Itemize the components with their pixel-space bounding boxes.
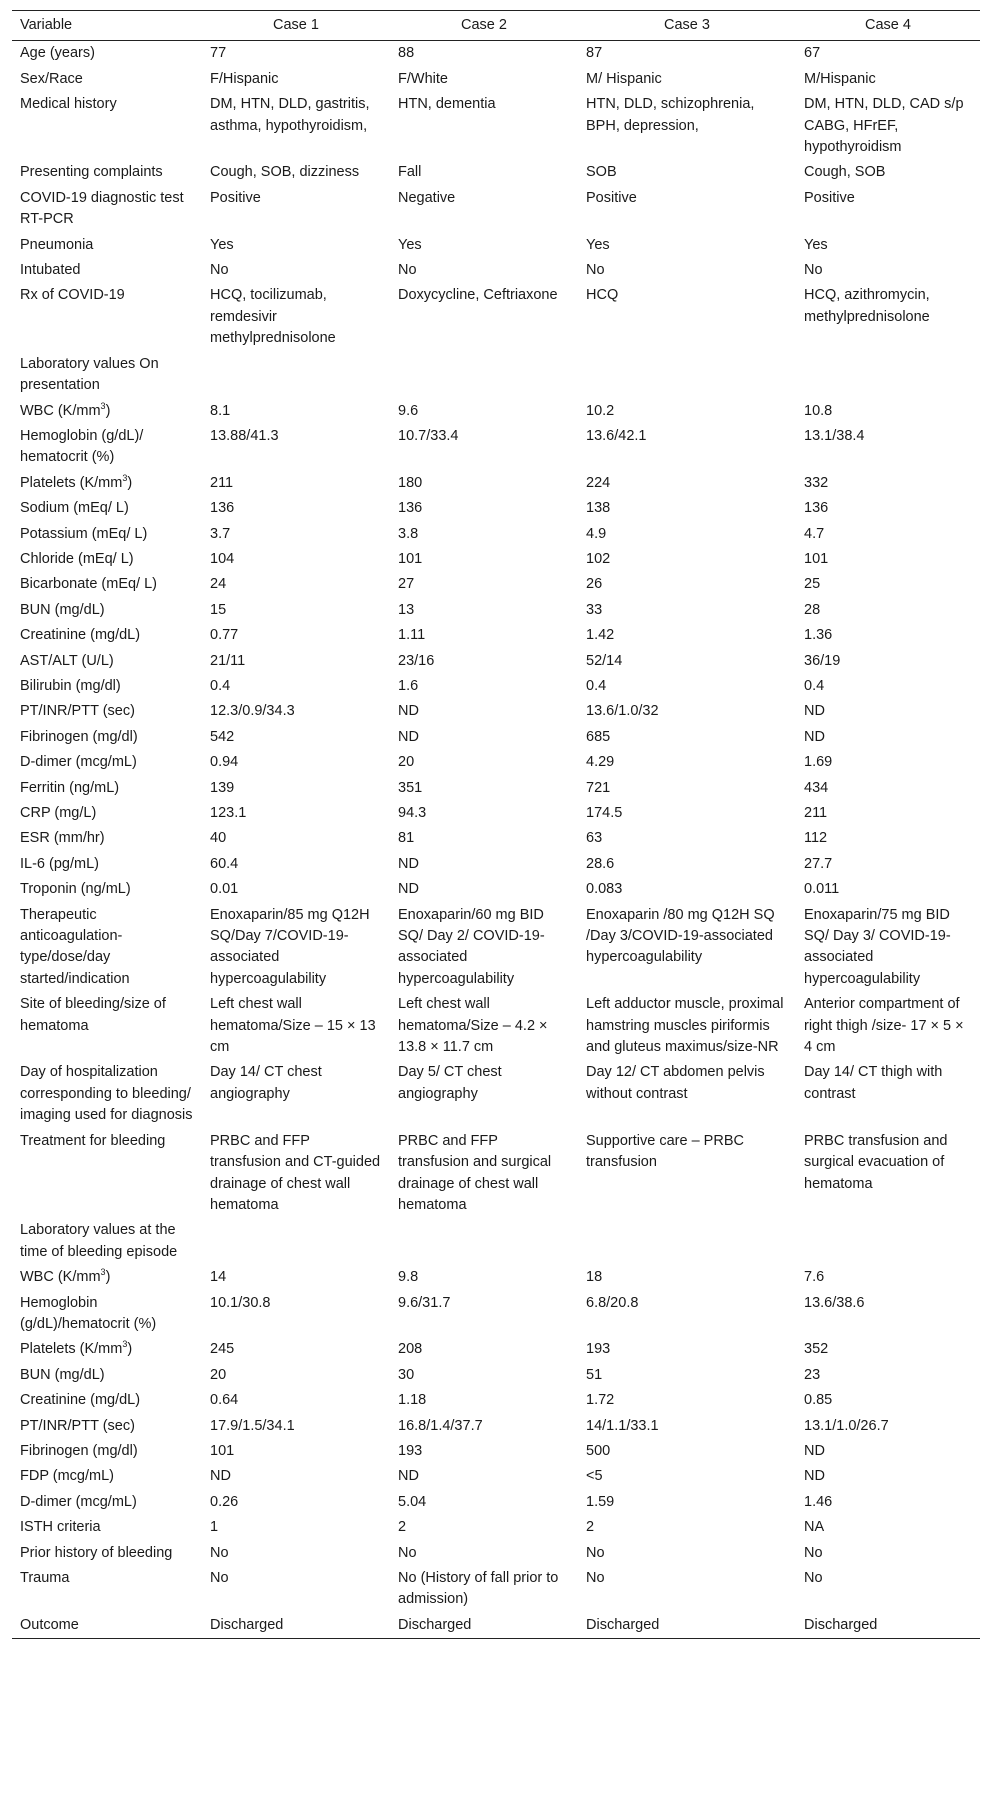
- case-3-cell: 1.42: [586, 627, 615, 644]
- variable-cell: D-dimer (mcg/mL): [20, 1493, 137, 1510]
- case-3-cell: 0.083: [586, 881, 623, 898]
- variable-cell: Fibrinogen (mg/dl): [20, 1442, 138, 1459]
- case-3-cell: SOB: [586, 164, 617, 181]
- table-row: [12, 1388, 980, 1413]
- variable-cell: Trauma: [20, 1570, 70, 1586]
- case-1-cell: Discharged: [202, 1613, 390, 1639]
- table-row: [12, 903, 980, 993]
- case-3-cell: 18: [586, 1269, 603, 1286]
- case-3-cell: Discharged: [578, 1613, 796, 1639]
- case-2-cell: No: [398, 1544, 417, 1561]
- case-4-cell: HCQ, azithromycin, methylprednisolone: [804, 287, 930, 325]
- case-1-cell: 77: [210, 45, 227, 62]
- table-row: [12, 1337, 980, 1362]
- case-4-cell: 352: [804, 1341, 829, 1358]
- variable-cell: Creatinine (mg/dL): [20, 627, 141, 644]
- case-2-cell: 2: [398, 1519, 407, 1536]
- table-row: [12, 1439, 980, 1464]
- table-row: [12, 1129, 980, 1219]
- case-4-cell: 36/19: [804, 652, 841, 669]
- case-1-cell: 13.88/41.3: [210, 427, 279, 444]
- case-2-cell: 1.6: [398, 677, 419, 694]
- variable-cell: Bicarbonate (mEq/ L): [20, 576, 158, 593]
- case-3-cell: Positive: [586, 189, 637, 206]
- case-2-cell: 5.04: [398, 1493, 427, 1510]
- case-3-cell: Yes: [586, 236, 610, 253]
- case-2-cell: [390, 352, 578, 399]
- header-variable: Variable: [12, 11, 202, 41]
- table-row: [12, 186, 980, 233]
- table-row: [12, 471, 980, 496]
- case-4-cell: 332: [804, 474, 829, 491]
- case-3-cell: 174.5: [586, 805, 623, 821]
- case-3-cell: 33: [586, 601, 603, 618]
- variable-cell: Medical history: [20, 96, 117, 113]
- case-4-cell: 112: [804, 830, 828, 847]
- variable-cell: Fibrinogen (mg/dl): [20, 728, 138, 745]
- case-1-cell: 0.94: [210, 754, 239, 771]
- variable-cell: Platelets $(K/mm^3)$: [20, 472, 133, 491]
- case-3-cell: 6.8/20.8: [586, 1294, 639, 1311]
- table-row: [12, 776, 980, 801]
- variable-cell: CRP (mg/L): [20, 805, 97, 821]
- case-4-cell: Day 14/ CT thigh with contrast: [804, 1064, 943, 1102]
- table-header: [12, 11, 980, 41]
- case-1-cell: 123.1: [210, 805, 247, 821]
- case-2-cell: Left chest wall hematoma/Size – 4.2 × 13.8 × 11.7 cm: [398, 996, 548, 1056]
- table-row: [12, 1566, 980, 1613]
- case-4-cell: ND: [804, 703, 825, 720]
- case-3-cell: 63: [586, 830, 603, 847]
- case-4-cell: 211: [804, 805, 828, 821]
- table-row: [12, 1414, 980, 1439]
- case-4-cell: 25: [804, 576, 821, 593]
- table-row: [12, 572, 980, 597]
- case-1-cell: Day 14/ CT chest angiography: [210, 1064, 322, 1102]
- case-1-cell: 21/11: [210, 652, 246, 669]
- header-case-1: Case 1: [202, 11, 390, 41]
- case-4-cell: Yes: [804, 236, 828, 253]
- variable-cell: Laboratory values On presentation: [20, 355, 159, 394]
- case-4-cell: No: [804, 1570, 823, 1586]
- variable-cell: Bilirubin (mg/dl): [20, 677, 121, 694]
- case-3-cell: 87: [586, 45, 603, 62]
- header-case-4: Case 4: [796, 11, 980, 41]
- case-1-cell: 1: [210, 1519, 219, 1536]
- case-4-cell: Discharged: [796, 1613, 980, 1639]
- case-2-cell: 208: [398, 1341, 423, 1358]
- case-3-cell: 13.6/42.1: [586, 427, 647, 444]
- table-row: [12, 1363, 980, 1388]
- case-4-cell: [796, 1218, 980, 1265]
- case-2-cell: 9.8: [398, 1269, 419, 1286]
- case-4-cell: 1.36: [804, 627, 833, 644]
- case-1-cell: 0.26: [210, 1493, 239, 1510]
- case-3-cell: 14/1.1/33.1: [586, 1417, 659, 1434]
- case-3-cell: 193: [586, 1341, 611, 1358]
- header-case-3: Case 3: [578, 11, 796, 41]
- case-1-cell: [202, 352, 390, 399]
- case-4-cell: ND: [804, 1468, 825, 1485]
- variable-cell: Laboratory values at the time of bleeding episode: [20, 1222, 178, 1260]
- case-3-cell: 1.59: [586, 1493, 615, 1510]
- case-1-cell: 0.01: [210, 881, 239, 898]
- case-3-cell: No: [586, 1544, 605, 1561]
- case-4-cell: NA: [804, 1519, 825, 1536]
- case-4-cell: ND: [804, 1442, 825, 1459]
- case-1-cell: [202, 1218, 390, 1265]
- case-3-cell: 51: [586, 1366, 603, 1383]
- variable-cell: Hemoglobin (g/dL)/ hematocrit (%): [20, 427, 144, 466]
- case-2-cell: Day 5/ CT chest angiography: [398, 1064, 502, 1102]
- table-row: [12, 424, 980, 471]
- case-1-cell: 8.1: [210, 402, 231, 419]
- case-1-cell: 17.9/1.5/34.1: [210, 1417, 295, 1434]
- variable-cell: Site of bleeding/size of hematoma: [20, 996, 166, 1034]
- case-1-cell: Cough, SOB, dizziness: [210, 164, 360, 181]
- case-2-cell: 1.18: [398, 1392, 427, 1409]
- case-3-cell: M/ Hispanic: [586, 70, 662, 87]
- case-4-cell: Enoxaparin/75 mg BID SQ/ Day 3/ COVID-19-associated hypercoagulability: [804, 906, 951, 987]
- variable-cell: AST/ALT (U/L): [20, 652, 114, 669]
- table-row: [12, 725, 980, 750]
- case-2-cell: 10.7/33.4: [398, 427, 459, 444]
- case-3-cell: Supportive care – PRBC transfusion: [586, 1132, 744, 1171]
- case-3-cell: 500: [586, 1442, 611, 1459]
- case-2-cell: PRBC and FFP transfusion and surgical drainage of chest wall hematoma: [398, 1132, 552, 1213]
- case-1-cell: Left chest wall hematoma/Size – 15 × 13 cm: [210, 996, 376, 1056]
- case-3-cell: 4.9: [586, 525, 607, 542]
- case-4-cell: PRBC transfusion and surgical evacuation of hematoma: [804, 1132, 948, 1192]
- case-1-cell: 211: [210, 474, 234, 491]
- variable-cell: Sodium (mEq/ L): [20, 500, 129, 517]
- case-2-cell: 9.6: [398, 402, 419, 419]
- case-1-cell: 40: [210, 830, 227, 847]
- table-row: [12, 877, 980, 902]
- case-1-cell: 101: [210, 1442, 235, 1459]
- variable-cell: Chloride (mEq/ L): [20, 550, 134, 567]
- case-1-cell: 14: [210, 1269, 227, 1286]
- table-row: [12, 1490, 980, 1515]
- case-1-cell: 10.1/30.8: [210, 1294, 271, 1311]
- table-row: [12, 258, 980, 283]
- case-2-cell: 180: [398, 474, 423, 491]
- case-2-cell: 9.6/31.7: [398, 1294, 451, 1311]
- case-3-cell: 721: [586, 779, 611, 796]
- table-row: [12, 92, 980, 160]
- case-2-cell: 23/16: [398, 652, 435, 669]
- case-3-cell: No: [586, 1570, 605, 1586]
- table-row: [12, 1218, 980, 1265]
- case-3-cell: 0.4: [586, 677, 607, 694]
- case-2-cell: [390, 1218, 578, 1265]
- case-4-cell: 1.46: [804, 1493, 833, 1510]
- case-4-cell: 434: [804, 779, 829, 796]
- table-row: [12, 1060, 980, 1128]
- case-1-cell: 12.3/0.9/34.3: [210, 703, 295, 720]
- case-2-cell: Enoxaparin/60 mg BID SQ/ Day 2/ COVID-19-associated hypercoagulability: [398, 906, 545, 987]
- case-3-cell: HCQ: [586, 287, 619, 304]
- case-2-cell: 81: [398, 830, 415, 847]
- case-3-cell: 26: [586, 576, 603, 593]
- case-4-cell: 101: [804, 550, 829, 567]
- variable-cell: ESR (mm/hr): [20, 830, 105, 847]
- case-1-cell: Enoxaparin/85 mg Q12H SQ/Day 7/COVID-19-associated hypercoagulability: [210, 906, 370, 987]
- case-2-cell: Yes: [398, 236, 422, 253]
- case-4-cell: 13.6/38.6: [804, 1294, 865, 1311]
- table-row: [12, 992, 980, 1060]
- case-3-cell: No: [586, 262, 605, 279]
- case-2-cell: 20: [398, 754, 415, 771]
- variable-cell: Platelets $(K/mm^3)$: [20, 1339, 133, 1358]
- case-1-cell: 104: [210, 550, 235, 567]
- case-1-cell: 3.7: [210, 525, 231, 542]
- case-2-cell: 3.8: [398, 525, 419, 542]
- case-3-cell: 13.6/1.0/32: [586, 703, 659, 720]
- variable-cell: Pneumonia: [20, 236, 94, 253]
- table-row: [12, 1613, 980, 1639]
- case-1-cell: No: [210, 1570, 229, 1586]
- case-2-cell: ND: [398, 881, 419, 898]
- table-row: [12, 67, 980, 92]
- case-2-cell: ND: [398, 703, 419, 720]
- case-2-cell: Discharged: [390, 1613, 578, 1639]
- case-4-cell: M/Hispanic: [804, 70, 876, 87]
- case-1-cell: HCQ, tocilizumab, remdesivir methylprednisolone: [210, 287, 336, 347]
- table-row: [12, 852, 980, 877]
- case-1-cell: Positive: [210, 189, 261, 206]
- case-1-cell: 60.4: [210, 855, 239, 872]
- table-row: [12, 1265, 980, 1290]
- case-3-cell: 52/14: [586, 652, 623, 669]
- case-2-cell: Negative: [398, 189, 456, 206]
- case-2-cell: 351: [398, 779, 423, 796]
- variable-cell: BUN (mg/dL): [20, 1366, 105, 1383]
- case-2-cell: 94.3: [398, 805, 427, 821]
- table-body: [12, 41, 980, 1639]
- variable-cell: Troponin (ng/mL): [20, 881, 131, 898]
- case-1-cell: No: [210, 262, 229, 279]
- variable-cell: Creatinine (mg/dL): [20, 1392, 141, 1409]
- case-4-cell: 10.8: [804, 402, 833, 419]
- variable-cell: ISTH criteria: [20, 1519, 101, 1536]
- case-1-cell: 0.77: [210, 627, 239, 644]
- case-3-cell: [578, 1218, 796, 1265]
- table-row: [12, 1464, 980, 1489]
- case-3-cell: 1.72: [586, 1392, 615, 1409]
- case-2-cell: No (History of fall prior to admission): [398, 1570, 559, 1608]
- case-2-cell: 101: [398, 550, 423, 567]
- case-4-cell: 4.7: [804, 525, 825, 542]
- case-3-cell: 138: [586, 500, 611, 517]
- case-3-cell: HTN, DLD, schizophrenia, BPH, depression,: [586, 96, 755, 134]
- variable-cell: Sex/Race: [20, 70, 83, 87]
- table-row: [12, 826, 980, 851]
- case-2-cell: 136: [398, 500, 423, 517]
- case-4-cell: No: [804, 262, 823, 279]
- case-1-cell: 139: [210, 779, 235, 796]
- table-row: [12, 160, 980, 185]
- case-2-cell: 1.11: [398, 627, 426, 644]
- case-3-cell: Enoxaparin /80 mg Q12H SQ /Day 3/COVID-19-associated hypercoagulability: [586, 906, 775, 966]
- case-2-cell: ND: [398, 855, 419, 872]
- case-4-cell: Anterior compartment of right thigh /size- 17 × 5 × 4 cm: [804, 996, 964, 1056]
- case-4-cell: 23: [804, 1366, 821, 1383]
- case-1-cell: Yes: [210, 236, 234, 253]
- variable-cell: IL-6 (pg/mL): [20, 855, 99, 872]
- variable-cell: Hemoglobin (g/dL)/hematocrit (%): [20, 1294, 157, 1332]
- case-comparison-table: [12, 10, 980, 1639]
- variable-cell: Prior history of bleeding: [20, 1544, 173, 1561]
- case-1-cell: 15: [210, 601, 227, 618]
- case-2-cell: No: [398, 262, 417, 279]
- case-4-cell: 0.4: [804, 677, 825, 694]
- case-2-cell: ND: [398, 728, 419, 745]
- case-3-cell: Left adductor muscle, proximal hamstring muscles piriformis and gluteus maximus/size-NR: [586, 996, 784, 1056]
- table-row: [12, 547, 980, 572]
- variable-cell: WBC $(K/mm^3)$: [20, 1267, 111, 1286]
- variable-cell: D-dimer (mcg/mL): [20, 754, 137, 771]
- case-4-cell: No: [804, 1544, 823, 1561]
- case-2-cell: ND: [398, 1468, 419, 1485]
- variable-cell: COVID-19 diagnostic test RT-PCR: [20, 189, 184, 228]
- table-row: [12, 352, 980, 399]
- case-1-cell: 0.4: [210, 677, 231, 694]
- case-3-cell: 102: [586, 550, 611, 567]
- case-4-cell: 28: [804, 601, 821, 618]
- table-row: [12, 598, 980, 623]
- case-2-cell: 88: [398, 45, 415, 62]
- case-4-cell: 1.69: [804, 754, 833, 771]
- variable-cell: Rx of COVID-19: [20, 287, 125, 304]
- case-1-cell: 0.64: [210, 1392, 239, 1409]
- case-1-cell: 245: [210, 1341, 235, 1358]
- case-4-cell: 0.85: [804, 1392, 833, 1409]
- table-row: [12, 1291, 980, 1338]
- case-1-cell: ND: [210, 1468, 231, 1485]
- header-case-2: Case 2: [390, 11, 578, 41]
- table-row: [12, 623, 980, 648]
- table-row: [12, 801, 980, 826]
- case-2-cell: F/White: [398, 70, 448, 87]
- case-3-cell: 685: [586, 728, 611, 745]
- case-4-cell: 0.011: [804, 881, 840, 898]
- variable-cell: Day of hospitalization corresponding to bleeding/ imaging used for diagnosis: [20, 1064, 193, 1124]
- case-4-cell: ND: [804, 728, 825, 745]
- case-4-cell: 7.6: [804, 1269, 825, 1286]
- case-4-cell: 136: [804, 500, 829, 517]
- variable-cell: Treatment for bleeding: [20, 1132, 166, 1149]
- case-3-cell: 10.2: [586, 402, 615, 419]
- case-4-cell: 13.1/1.0/26.7: [804, 1417, 889, 1434]
- case-2-cell: Doxycycline, Ceftriaxone: [398, 287, 558, 304]
- variable-cell: Age (years): [20, 45, 95, 62]
- variable-cell: Ferritin (ng/mL): [20, 779, 120, 796]
- case-2-cell: 16.8/1.4/37.7: [398, 1417, 483, 1434]
- case-4-cell: Cough, SOB: [804, 164, 886, 181]
- case-1-cell: 542: [210, 728, 235, 745]
- case-2-cell: 30: [398, 1366, 415, 1383]
- variable-cell: PT/INR/PTT (sec): [20, 703, 135, 720]
- case-1-cell: 20: [210, 1366, 227, 1383]
- case-2-cell: HTN, dementia: [398, 96, 496, 113]
- table-row: [12, 233, 980, 258]
- variable-cell: PT/INR/PTT (sec): [20, 1417, 135, 1434]
- case-1-cell: DM, HTN, DLD, gastritis, asthma, hypothyroidism,: [210, 96, 370, 134]
- table-row: [12, 750, 980, 775]
- case-3-cell: 4.29: [586, 754, 615, 771]
- table-row: [12, 399, 980, 424]
- case-3-cell: 2: [586, 1519, 595, 1536]
- case-4-cell: Positive: [804, 189, 855, 206]
- variable-cell: WBC $(K/mm^3)$: [20, 400, 111, 419]
- case-4-cell: DM, HTN, DLD, CAD s/p CABG, HFrEF, hypothyroidism: [804, 96, 964, 156]
- case-3-cell: 224: [586, 474, 611, 491]
- case-1-cell: 136: [210, 500, 235, 517]
- header-row: [12, 11, 980, 41]
- case-4-cell: [796, 352, 980, 399]
- case-1-cell: 24: [210, 576, 227, 593]
- variable-cell: Presenting complaints: [20, 164, 163, 181]
- table-row: [12, 674, 980, 699]
- variable-cell: Therapeutic anticoagulation-type/dose/day started/indication: [20, 906, 130, 987]
- table-row: [12, 283, 980, 351]
- table-row: [12, 496, 980, 521]
- table-row: [12, 522, 980, 547]
- table-row: [12, 649, 980, 674]
- case-2-cell: Fall: [398, 164, 422, 181]
- variable-cell: Outcome: [12, 1613, 202, 1639]
- case-2-cell: 13: [398, 601, 415, 618]
- case-4-cell: 27.7: [804, 855, 833, 872]
- table-row: [12, 41, 980, 67]
- case-3-cell: Day 12/ CT abdomen pelvis without contrast: [586, 1064, 765, 1102]
- table-row: [12, 699, 980, 724]
- case-1-cell: F/Hispanic: [210, 70, 279, 87]
- variable-cell: BUN (mg/dL): [20, 601, 105, 618]
- variable-cell: Potassium (mEq/ L): [20, 525, 148, 542]
- variable-cell: FDP (mcg/mL): [20, 1468, 114, 1485]
- case-4-cell: 13.1/38.4: [804, 427, 865, 444]
- case-4-cell: 67: [804, 45, 821, 62]
- case-2-cell: 193: [398, 1442, 423, 1459]
- table-row: [12, 1515, 980, 1540]
- case-2-cell: 27: [398, 576, 415, 593]
- variable-cell: Intubated: [20, 262, 81, 279]
- case-3-cell: <5: [586, 1468, 603, 1485]
- case-1-cell: No: [210, 1544, 229, 1561]
- case-3-cell: 28.6: [586, 855, 615, 872]
- case-1-cell: PRBC and FFP transfusion and CT-guided drainage of chest wall hematoma: [210, 1132, 381, 1213]
- table-row: [12, 1541, 980, 1566]
- case-3-cell: [578, 352, 796, 399]
